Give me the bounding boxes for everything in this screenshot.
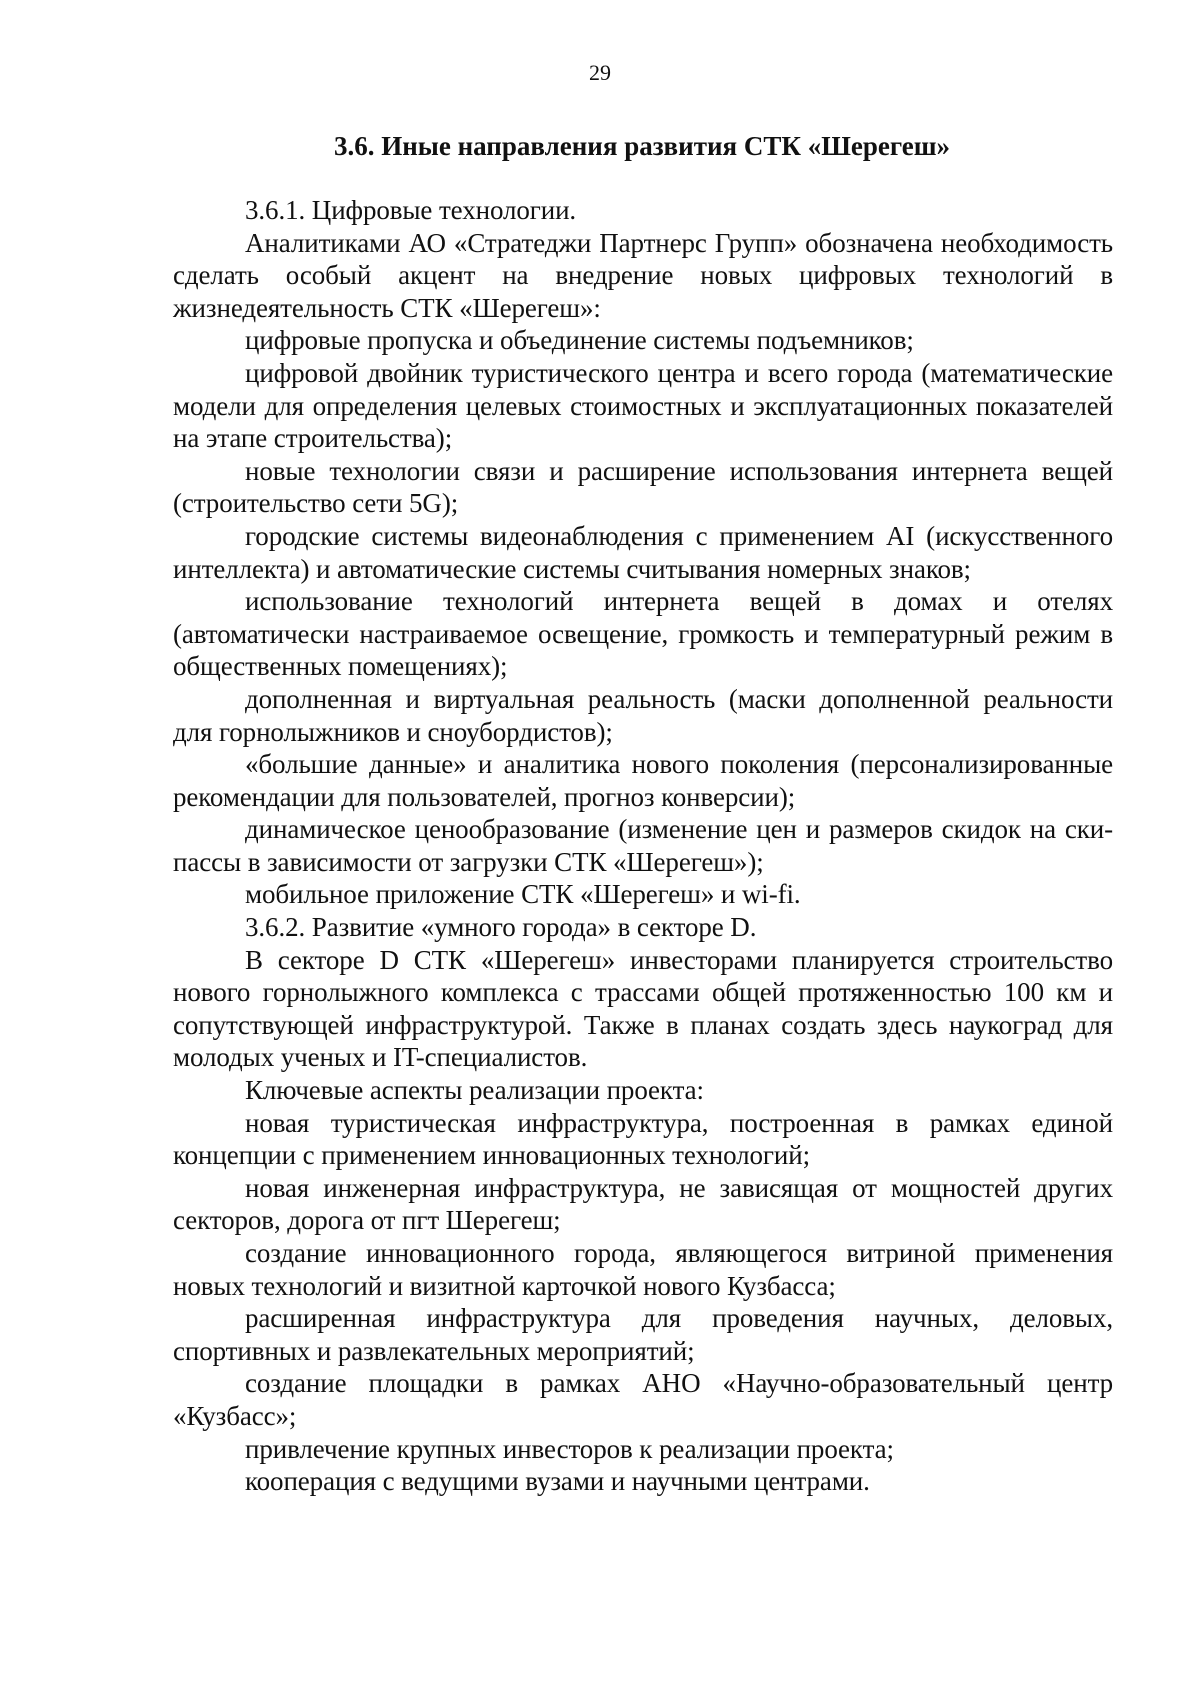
list-item: использование технологий интернета вещей в домах и отелях (автоматически настраиваемое освещение, громкость и температурный режим в общественных помещениях); — [173, 586, 1113, 682]
list-item: дополненная и виртуальная реальность (маски дополненной реальности для горнолыжников и сноубордистов); — [173, 683, 1113, 747]
subsection-title: 3.6.2. Развитие «умного города» в секторе D. — [245, 912, 757, 943]
list-item: кооперация с ведущими вузами и научными центрами. — [245, 1466, 870, 1497]
list-item: создание площадки в рамках АНО «Научно-образовательный центр «Кузбасс»; — [173, 1368, 1113, 1431]
list-item: создание инновационного города, являющегося витриной применения новых технологий и визитной карточкой нового Кузбасса; — [173, 1238, 1113, 1301]
list-item: динамическое ценообразование (изменение цен и размеров скидок на ски-пассы в зависимости от загрузки СТК «Шерегеш»); — [173, 814, 1113, 877]
list-item: новая инженерная инфраструктура, не зависящая от мощностей других секторов, дорога от пгт Шерегеш; — [173, 1172, 1113, 1236]
paragraph: В секторе D СТК «Шерегеш» инвесторами планируется строительство нового горнолыжного комплекса с трассами общей протяженностью 100 км и сопутствующей инфраструктурой. Также в планах создать здесь наукоград для молодых ученых и IT-специалистов. — [173, 944, 1113, 1073]
section-heading: 3.6. Иные направления развития СТК «Шерегеш» — [333, 131, 951, 161]
body-text — [173, 194, 1113, 1498]
page-number: 29 — [589, 60, 611, 85]
list-item: цифровой двойник туристического центра и всего города (математические модели для определения целевых стоимостных и эксплуатационных показателей на этапе строительства); — [173, 357, 1113, 454]
paragraph: Ключевые аспекты реализации проекта: — [245, 1075, 704, 1106]
paragraph: Аналитиками АО «Стратеджи Партнерс Групп» обозначена необходимость сделать особый акцент на внедрение новых цифровых технологий в жизнедеятельность СТК «Шерегеш»: — [173, 227, 1113, 323]
list-item: расширенная инфраструктура для проведения научных, деловых, спортивных и развлекательных мероприятий; — [173, 1303, 1113, 1366]
list-item: мобильное приложение СТК «Шерегеш» и wi-fi. — [245, 879, 801, 910]
list-item: «большие данные» и аналитика нового поколения (персонализированные рекомендации для пользователей, прогноз конверсии); — [173, 749, 1113, 812]
list-item: цифровые пропуска и объединение системы подъемников; — [245, 325, 914, 356]
list-item: новая туристическая инфраструктура, построенная в рамках единой концепции с применением инновационных технологий; — [173, 1107, 1113, 1171]
list-item: городские системы видеонаблюдения с применением AI (искусственного интеллекта) и автоматические системы считывания номерных знаков; — [173, 520, 1113, 584]
list-item: привлечение крупных инвесторов к реализации проекта; — [245, 1433, 894, 1464]
subsection-title: 3.6.1. Цифровые технологии. — [245, 195, 577, 225]
list-item: новые технологии связи и расширение использования интернета вещей (строительство сети 5G); — [173, 455, 1113, 519]
